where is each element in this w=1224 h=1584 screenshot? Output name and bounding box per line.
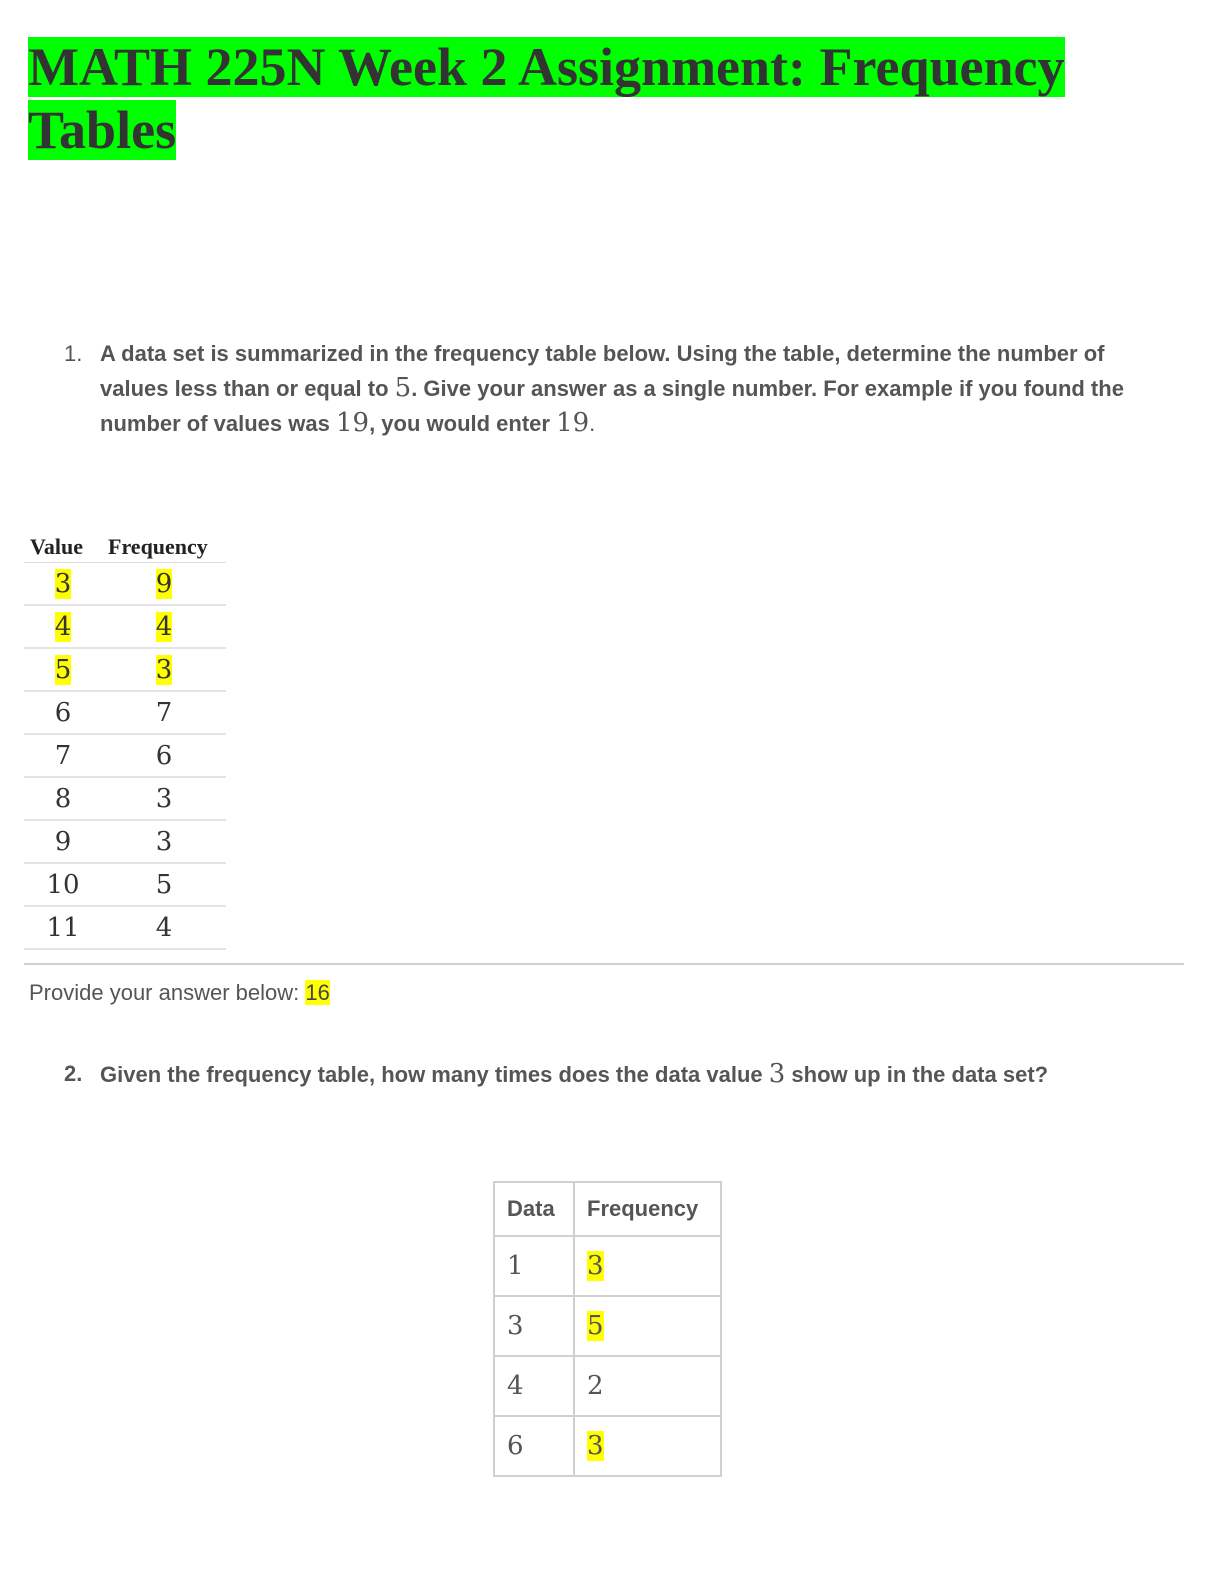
question-2: [64, 1058, 1174, 1091]
cell-text: 6: [507, 1431, 524, 1461]
table-cell-frequency: [102, 777, 226, 820]
cell-text: 5: [587, 1311, 604, 1341]
table-cell-value: [24, 820, 102, 863]
cell-text: 4: [155, 611, 173, 642]
frequency-table-2: [493, 1181, 722, 1477]
column-header-data: Data: [494, 1182, 574, 1236]
table-row: [24, 820, 226, 863]
cell-text: 3: [587, 1431, 604, 1461]
table-cell-frequency: [102, 605, 226, 648]
table-cell-frequency: [574, 1236, 721, 1296]
table-cell-data: [494, 1356, 574, 1416]
column-header-frequency: Frequency: [574, 1182, 721, 1236]
answer-1: [29, 976, 330, 1010]
horizontal-rule: [24, 963, 1184, 965]
cell-text: 3: [155, 826, 173, 857]
table-cell-value: [24, 605, 102, 648]
table-row: [24, 863, 226, 906]
table-cell-frequency: [102, 691, 226, 734]
cell-text: 3: [155, 783, 173, 814]
question-1-text: [100, 336, 1174, 441]
table-cell-value: [24, 863, 102, 906]
column-header-value: Value: [24, 532, 102, 563]
cell-text: 6: [54, 697, 72, 728]
cell-text: 4: [507, 1371, 524, 1401]
table-row: [24, 734, 226, 777]
cell-text: 10: [46, 869, 80, 900]
table-cell-frequency: [574, 1296, 721, 1356]
cell-text: 8: [54, 783, 72, 814]
math-value: 3: [768, 1059, 786, 1089]
table-row: [494, 1416, 721, 1476]
answer-label: Provide your answer below:: [29, 980, 306, 1005]
cell-text: 7: [54, 740, 72, 771]
table-row: [24, 605, 226, 648]
table-row: [24, 648, 226, 691]
cell-text: 9: [54, 826, 72, 857]
table-cell-frequency: [102, 563, 226, 606]
cell-text: 3: [507, 1311, 524, 1341]
cell-text: 2: [587, 1371, 604, 1401]
table-row: [24, 906, 226, 949]
question-1-text-part: , you would enter: [369, 411, 557, 436]
page-title: [28, 36, 1118, 162]
table-row: [24, 691, 226, 734]
table-cell-frequency: [102, 863, 226, 906]
cell-text: 5: [155, 869, 173, 900]
cell-text: 11: [46, 912, 80, 943]
cell-text: 4: [54, 611, 72, 642]
table-cell-data: [494, 1236, 574, 1296]
cell-text: 4: [155, 912, 173, 943]
table-cell-frequency: [102, 648, 226, 691]
column-header-frequency: Frequency: [102, 532, 226, 563]
table-cell-frequency: [102, 734, 226, 777]
table-cell-value: [24, 563, 102, 606]
question-1-text-part: A data set is summarized in the frequency table below. Using the table, determine the number of values less than or equal to: [100, 341, 1105, 401]
question-1-text-part: . Give your answer as a single number. For example if you found the number of values was: [100, 376, 1124, 436]
question-2-text-part: Given the frequency table, how many times does the data value: [100, 1062, 769, 1087]
question-1-text-part: .: [589, 411, 596, 436]
table-cell-value: [24, 906, 102, 949]
question-1-number: 1.: [64, 341, 83, 366]
table-row: [494, 1236, 721, 1296]
cell-text: 3: [155, 654, 173, 685]
math-value: 5: [394, 373, 412, 403]
table-row: [494, 1296, 721, 1356]
question-1: [64, 336, 1174, 441]
question-2-number: 2.: [64, 1061, 83, 1086]
cell-text: 3: [54, 568, 72, 599]
question-2-text: [100, 1058, 1174, 1091]
question-2-text-part: show up in the data set?: [785, 1062, 1049, 1087]
math-value: 19: [556, 408, 590, 438]
math-value: 19: [335, 408, 370, 438]
cell-text: 3: [587, 1251, 604, 1281]
table-cell-frequency: [102, 906, 226, 949]
table-cell-data: [494, 1296, 574, 1356]
table-cell-value: [24, 648, 102, 691]
table-cell-value: [24, 777, 102, 820]
cell-text: 5: [54, 654, 72, 685]
table-cell-frequency: [102, 820, 226, 863]
cell-text: 6: [155, 740, 173, 771]
answer-value[interactable]: 16: [305, 980, 330, 1005]
table-2-body: [494, 1236, 721, 1476]
cell-text: 1: [507, 1251, 524, 1281]
table-row: [24, 563, 226, 606]
cell-text: 7: [155, 697, 173, 728]
table-1-body: [24, 563, 226, 950]
table-header-row: [494, 1182, 721, 1236]
table-row: [494, 1356, 721, 1416]
table-cell-value: [24, 734, 102, 777]
table-row: [24, 777, 226, 820]
table-cell-frequency: [574, 1356, 721, 1416]
table-cell-data: [494, 1416, 574, 1476]
page-title-text: MATH 225N Week 2 Assignment: Frequency Tables: [28, 37, 1065, 160]
table-header-row: [24, 532, 226, 563]
cell-text: 9: [155, 568, 173, 599]
table-cell-value: [24, 691, 102, 734]
table-cell-frequency: [574, 1416, 721, 1476]
frequency-table-1: [24, 532, 226, 950]
